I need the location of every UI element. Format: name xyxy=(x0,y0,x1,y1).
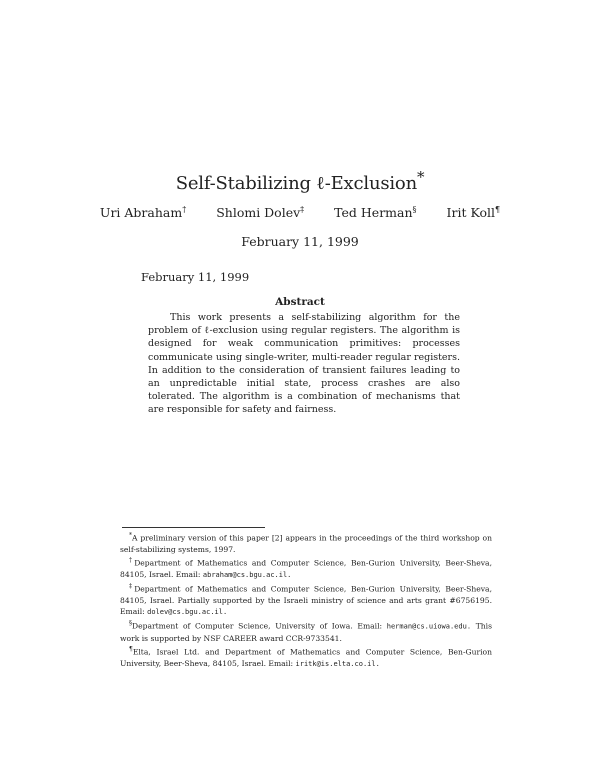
footnote-mark: * xyxy=(129,532,132,539)
abstract-heading: Abstract xyxy=(275,296,325,308)
author-name: Irit Koll xyxy=(446,205,495,221)
footnote-mark: § xyxy=(129,620,132,628)
footnote xyxy=(120,555,492,581)
author-list xyxy=(0,205,600,220)
abstract-body: This work presents a self-stabilizing algorithm for the problem of ℓ-exclusion using regular registers. The algorithm is designed for weak communication primitives: processes communicate using single-writer, multi-reader regular registers. In addition to the consideration of transient failures leading to an unpredictable initial state, process crashes are also tolerated. The algorithm is a combination of mechanisms that are responsible for safety and fairness. xyxy=(148,312,460,416)
footnote-text: Department of Computer Science, University of Iowa. Email: xyxy=(132,621,387,631)
footnote-rule xyxy=(122,527,265,528)
footnote-text-after: This work is supported by NSF CAREER award CCR-9733541. xyxy=(120,621,492,643)
footnote-mark: ‡ xyxy=(129,582,135,590)
footnote-text: Elta, Israel Ltd. and Department of Mathematics and Computer Science, Ben-Gurion University, Beer-Sheva, 84105, Israel. Email: xyxy=(120,647,492,668)
footnote-email: dolev@cs.bgu.ac.il. xyxy=(147,607,228,616)
footnote-email: abraham@cs.bgu.ac.il. xyxy=(202,570,292,579)
author-mark: § xyxy=(412,205,417,214)
footnote-mark: ¶ xyxy=(129,645,133,653)
footnote xyxy=(120,644,492,670)
footnote-mark: † xyxy=(129,556,135,564)
footnote-text: A preliminary version of this paper [2] appears in the proceedings of the third workshop on self-stabilizing systems, 1997. xyxy=(120,533,492,554)
author-name: Uri Abraham xyxy=(99,205,183,221)
author xyxy=(447,205,501,220)
footnote-email: herman@cs.uiowa.edu. xyxy=(386,622,472,631)
paper-date-left: February 11, 1999 xyxy=(141,270,250,284)
footnote xyxy=(120,581,492,618)
paper-title xyxy=(0,168,600,194)
paper-date: February 11, 1999 xyxy=(241,234,359,249)
author xyxy=(100,205,186,220)
footnote xyxy=(120,530,492,555)
author-mark: † xyxy=(182,205,187,214)
author-name: Shlomi Dolev xyxy=(216,205,301,221)
footnote xyxy=(120,618,492,644)
author-mark: ‡ xyxy=(300,205,305,214)
author xyxy=(216,205,304,220)
title-text: Self-Stabilizing ℓ-Exclusion xyxy=(175,173,417,194)
footnote-text: Department of Mathematics and Computer Science, Ben-Gurion University, Beer-Sheva, 84105, Israel. Email: xyxy=(120,558,492,579)
footnote-email: iritk@is.elta.co.il. xyxy=(295,659,380,668)
author-mark: ¶ xyxy=(494,205,501,214)
author-name: Ted Herman xyxy=(334,205,413,221)
author xyxy=(334,205,416,220)
title-footnote-mark: * xyxy=(416,168,425,186)
footnotes xyxy=(120,530,492,670)
footnote-text: Department of Mathematics and Computer Science, Ben-Gurion University, Beer-Sheva, 84105, Israel. Partially supported by the Israeli ministry of science and arts grant #6756195. Email: xyxy=(120,584,492,616)
